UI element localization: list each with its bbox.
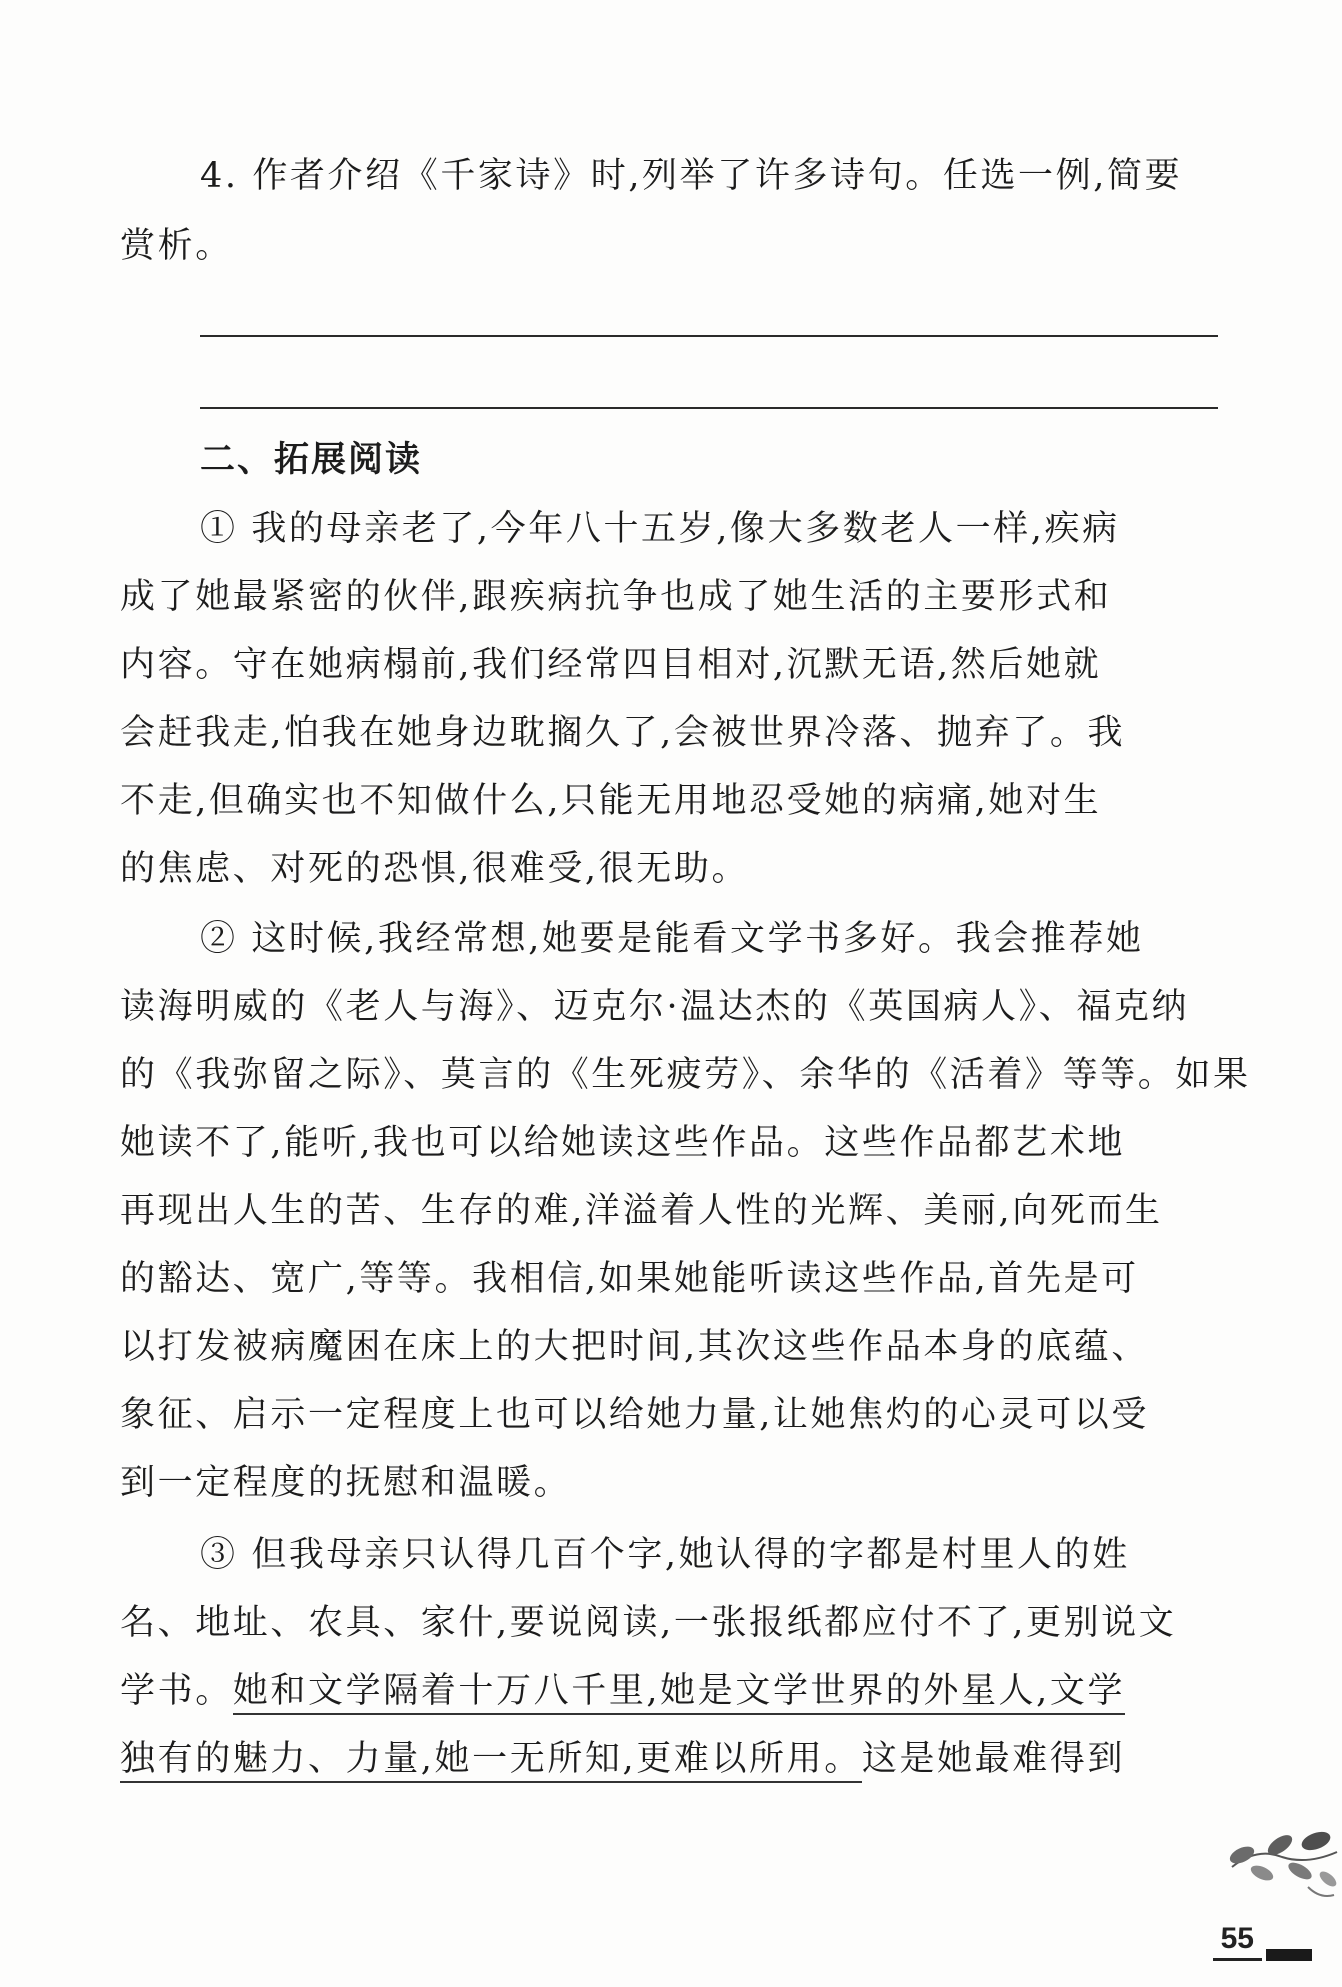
paragraph-3-line — [120, 1735, 1125, 1783]
paragraph-2-line: 的豁达、宽广,等等。我相信,如果她能听读这些作品,首先是可 — [120, 1259, 1139, 1299]
page-number-text: 55 — [1213, 1922, 1262, 1961]
answer-line-1[interactable] — [200, 335, 1218, 337]
paragraph-1-line: 成了她最紧密的伙伴,跟疾病抗争也成了她生活的主要形式和 — [120, 577, 1112, 617]
plain-text: 学书。 — [120, 1671, 233, 1711]
underlined-sentence: 独有的魅力、力量,她一无所知,更难以所用。 — [120, 1739, 862, 1783]
paragraph-2-line: ② 这时候,我经常想,她要是能看文学书多好。我会推荐她 — [200, 919, 1144, 959]
paragraph-2-line: 读海明威的《老人与海》、迈克尔·温达杰的《英国病人》、福克纳 — [120, 987, 1190, 1027]
paragraph-2-line: 到一定程度的抚慰和温暖。 — [120, 1463, 572, 1503]
decorative-leaves-icon — [1212, 1807, 1342, 1907]
paragraph-3-line: ③ 但我母亲只认得几百个字,她认得的字都是村里人的姓 — [200, 1535, 1130, 1575]
question-4-line-2: 赏析。 — [120, 226, 233, 266]
paragraph-2-line: 再现出人生的苦、生存的难,洋溢着人性的光辉、美丽,向死而生 — [120, 1191, 1163, 1231]
paragraph-2-line: 象征、启示一定程度上也可以给她力量,让她焦灼的心灵可以受 — [120, 1395, 1149, 1435]
paragraph-2-line: 以打发被病魔困在床上的大把时间,其次这些作品本身的底蕴、 — [120, 1327, 1149, 1367]
paragraph-1-line: 的焦虑、对死的恐惧,很难受,很无助。 — [120, 849, 750, 889]
underlined-sentence: 她和文学隔着十万八千里,她是文学世界的外星人,文学 — [233, 1671, 1125, 1715]
plain-text: 这是她最难得到 — [861, 1739, 1126, 1779]
question-4-line-1: 4. 作者介绍《千家诗》时,列举了许多诗句。任选一例,简要 — [200, 156, 1183, 196]
page-number — [1213, 1922, 1312, 1961]
paragraph-3-line: 名、地址、农具、家什,要说阅读,一张报纸都应付不了,更别说文 — [120, 1603, 1177, 1643]
paragraph-1-line: 内容。守在她病榻前,我们经常四目相对,沉默无语,然后她就 — [120, 645, 1102, 685]
paragraph-1-line: 不走,但确实也不知做什么,只能无用地忍受她的病痛,她对生 — [120, 781, 1102, 821]
page-number-bar — [1266, 1949, 1312, 1961]
paragraph-1-line: 会赶我走,怕我在她身边耽搁久了,会被世界冷落、抛弃了。我 — [120, 713, 1126, 753]
section-title: 二、拓展阅读 — [200, 440, 423, 480]
answer-line-2[interactable] — [200, 407, 1218, 409]
paragraph-2-line: 她读不了,能听,我也可以给她读这些作品。这些作品都艺术地 — [120, 1123, 1126, 1163]
paragraph-1-line: ① 我的母亲老了,今年八十五岁,像大多数老人一样,疾病 — [200, 509, 1120, 549]
paragraph-3-line — [120, 1667, 1125, 1715]
paragraph-2-line: 的《我弥留之际》、莫言的《生死疲劳》、余华的《活着》等等。如果 — [120, 1055, 1251, 1095]
